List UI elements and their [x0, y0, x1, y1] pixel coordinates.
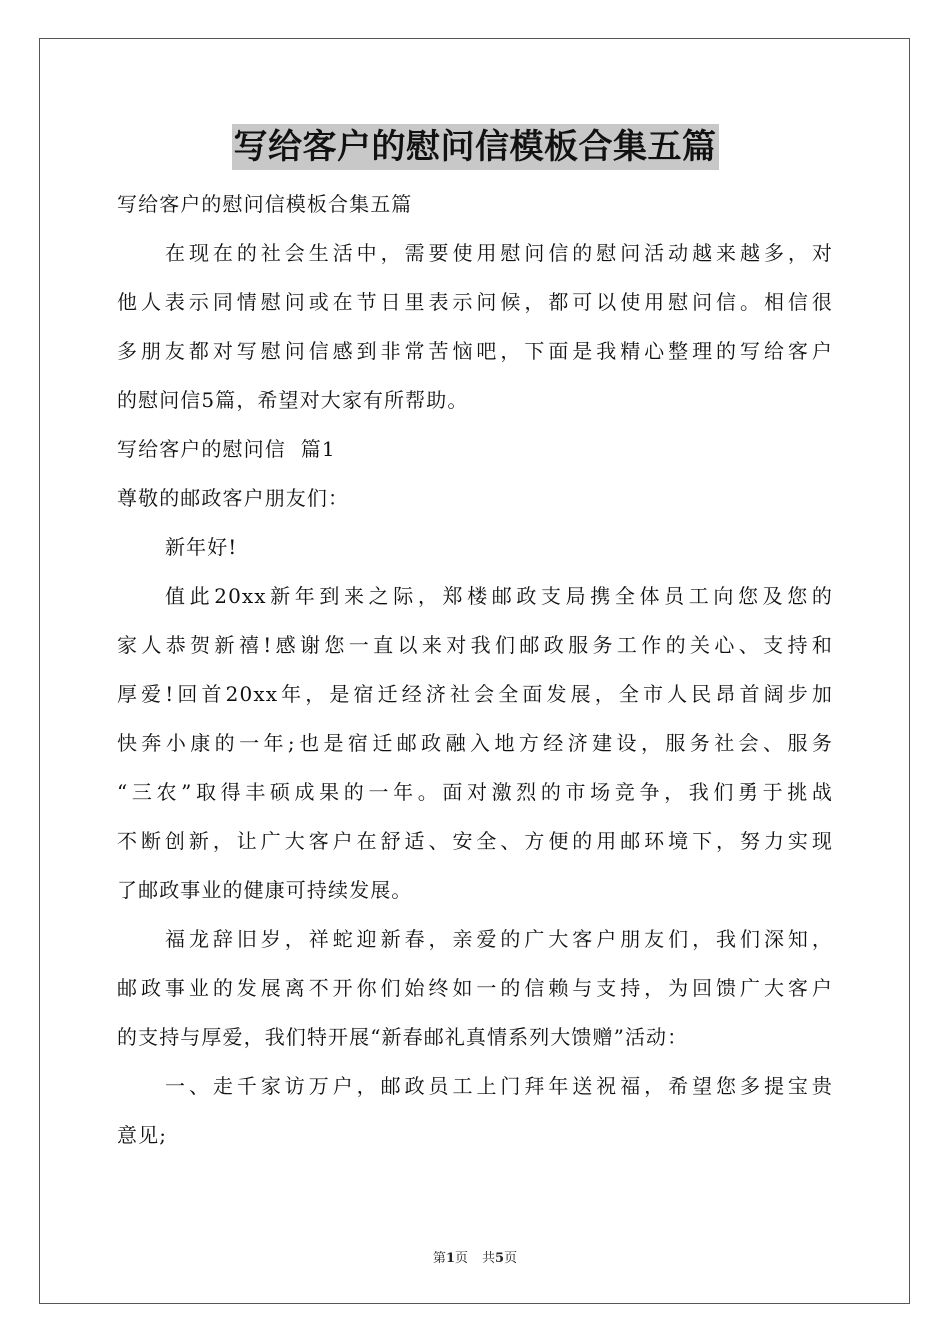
body-line: “三农”取得丰硕成果的一年。面对激烈的市场竞争，我们勇于挑战: [117, 780, 833, 804]
body-line: 意见;: [117, 1123, 168, 1147]
total-suffix: 页: [504, 1251, 518, 1266]
body-line: 家人恭贺新禧!感谢您一直以来对我们邮政服务工作的关心、支持和: [117, 633, 833, 657]
page-current: 1: [445, 1251, 455, 1266]
total-prefix: 共: [482, 1251, 496, 1266]
body-line: 了邮政事业的健康可持续发展。: [117, 878, 413, 902]
greeting: 新年好!: [165, 535, 238, 559]
document-title: 写给客户的慰问信模板合集五篇: [232, 124, 719, 170]
section-heading: 写给客户的慰问信 篇1: [117, 437, 336, 461]
body-paragraph-3: [117, 1062, 833, 1160]
body-line: 的支持与厚爱，我们特开展“新春邮礼真情系列大馈赠”活动：: [117, 1025, 689, 1049]
document-subtitle: 写给客户的慰问信模板合集五篇: [117, 192, 413, 216]
body-line: 不断创新，让广大客户在舒适、安全、方便的用邮环境下，努力实现: [117, 829, 833, 853]
page-suffix: 页: [454, 1251, 468, 1266]
body-line: 一、走千家访万户，邮政员工上门拜年送祝福，希望您多提宝贵: [165, 1074, 833, 1098]
body-line: 快奔小康的一年;也是宿迁邮政融入地方经济建设，服务社会、服务: [117, 731, 833, 755]
salutation: 尊敬的邮政客户朋友们：: [117, 486, 350, 510]
body-line: 邮政事业的发展离不开你们始终如一的信赖与支持，为回馈广大客户: [117, 976, 833, 1000]
body-paragraph-1: [117, 572, 833, 915]
body-line: 福龙辞旧岁，祥蛇迎新春，亲爱的广大客户朋友们，我们深知，: [165, 927, 833, 951]
intro-line: 多朋友都对写慰问信感到非常苦恼吧，下面是我精心整理的写给客户: [117, 339, 833, 363]
intro-paragraph: [117, 229, 833, 425]
page-total: 5: [495, 1251, 505, 1266]
intro-line: 他人表示同情慰问或在节日里表示问候，都可以使用慰问信。相信很: [117, 290, 833, 314]
page-footer: [0, 1247, 950, 1266]
document-body: [117, 124, 833, 1160]
intro-line: 的慰问信5篇，希望对大家有所帮助。: [117, 388, 469, 412]
body-line: 值此20xx新年到来之际，郑楼邮政支局携全体员工向您及您的: [165, 584, 833, 608]
intro-line: 在现在的社会生活中，需要使用慰问信的慰问活动越来越多，对: [165, 241, 833, 265]
body-line: 厚爱!回首20xx年，是宿迁经济社会全面发展，全市人民昂首阔步加: [117, 682, 833, 706]
page-prefix: 第: [432, 1251, 446, 1266]
body-paragraph-2: [117, 915, 833, 1062]
title-container: [117, 124, 833, 176]
